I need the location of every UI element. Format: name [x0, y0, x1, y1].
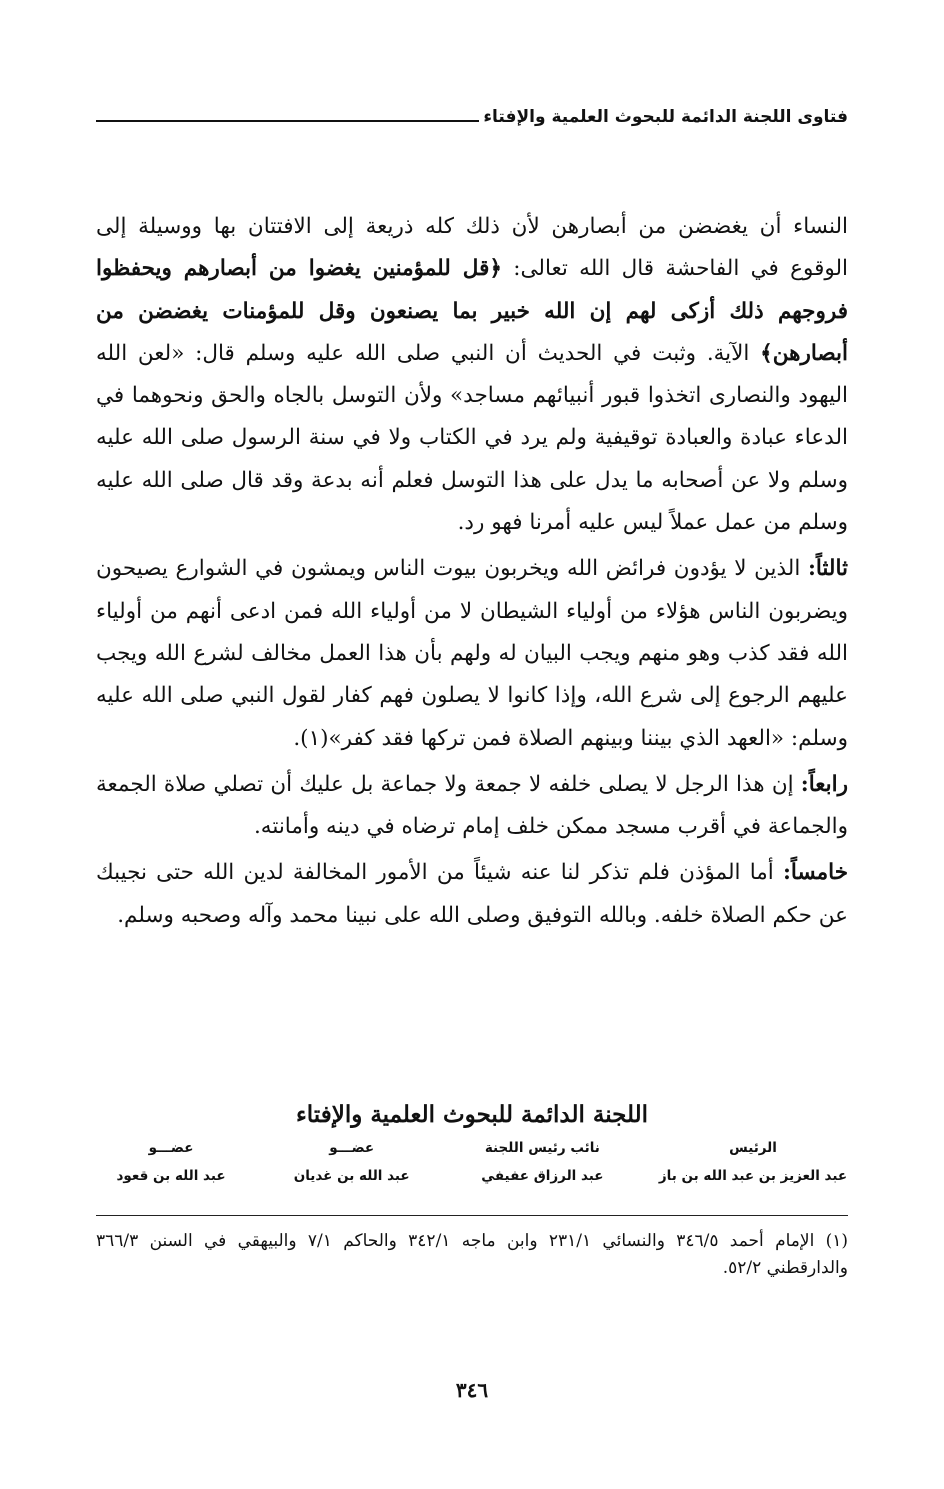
- fifth-point-label: خامساً:: [782, 860, 848, 886]
- fourth-point-text: إن هذا الرجل لا يصلى خلفه لا جمعة ولا جماعة بل عليك أن تصلي صلاة الجمعة والجماعة في أقرب مسجد ممكن خلف إمام ترضاه في دينه وأمانته.: [96, 771, 848, 840]
- signatory-member-2: [96, 1140, 246, 1184]
- main-text: [96, 206, 848, 937]
- signatory-name: عبد الرزاق عفيفي: [481, 1168, 604, 1184]
- footnote: (١) الإمام أحمد ٣٤٦/٥ والنسائي ٢٣١/١ وابن ماجه ٣٤٢/١ والحاكم ٧/١ والبيهقي في السنن ٣٦٦/٣ والدارقطني ٥٢/٢.: [96, 1231, 849, 1278]
- paragraph-1-text-a: النساء أن يغضضن من أبصارهن لأن ذلك كله ذريعة إلى الافتتان بها ووسيلة إلى الوقوع في الفاحشة قال الله تعالى:: [96, 214, 848, 282]
- third-point-text: الذين لا يؤدون فرائض الله ويخربون بيوت الناس ويمشون في الشوارع يصيحون ويضربون الناس هؤلاء من أولياء الشيطان لا من أولياء الله فمن ادعى أنهم من أولياء الله فقد كذب وهو منهم ويجب البيان له ولهم بأن هذا العمل مخالف لشرع الله ويجب عليهم الرجوع إلى شرع الله، وإذا كانوا لا يصلون فهم كفار لقول النبي صلى الله عليه وسلم: «العهد الذي بيننا وبينهم الصلاة فمن تركها فقد كفر»(١).: [96, 556, 848, 751]
- signatory-member-1: [277, 1140, 427, 1184]
- signatory-role: عضـــو: [329, 1140, 375, 1156]
- paragraph-fifth: [96, 852, 848, 937]
- footnote-divider: [96, 1215, 848, 1216]
- running-header-title: فتاوى اللجنة الدائمة للبحوث العلمية والإفتاء: [483, 107, 848, 127]
- signatures-block: [96, 1140, 848, 1184]
- fourth-point-label: رابعاً:: [800, 771, 848, 797]
- third-point-label: ثالثاً:: [807, 556, 848, 582]
- fifth-point-text: أما المؤذن فلم تذكر لنا عنه شيئاً من الأمور المخالفة لدين الله حتى نجيبك عن حكم الصلاة خلفه. وبالله التوفيق وصلى الله على نبينا محمد وآله وصحبه وسلم.: [96, 860, 848, 928]
- page-number: ٣٤٦: [455, 1378, 489, 1402]
- paragraph-third: [96, 548, 848, 759]
- signatory-president: [658, 1140, 848, 1184]
- running-header-rule: [96, 120, 479, 122]
- running-header: [96, 88, 848, 128]
- paragraph-fourth: [96, 764, 848, 849]
- quran-verse: ﴿قل للمؤمنين يغضوا من أبصارهم ويحفظوا فروجهم ذلك أزكى لهم إن الله خبير بما يصنعون وقل للمؤمنات يغضضن من أبصارهن﴾: [96, 256, 848, 366]
- paragraph-1: [96, 206, 848, 544]
- signatory-role: عضـــو: [148, 1140, 194, 1156]
- signatory-name: عبد الله بن قعود: [116, 1168, 226, 1184]
- signatory-name: عبد العزيز بن عبد الله بن باز: [658, 1168, 848, 1184]
- signatory-name: عبد الله بن غديان: [293, 1168, 410, 1184]
- signatory-vice-president: [457, 1140, 627, 1184]
- committee-name: اللجنة الدائمة للبحوث العلمية والإفتاء: [295, 1101, 649, 1128]
- signatory-role: الرئيس: [729, 1140, 777, 1156]
- paragraph-1-text-b: الآية. وثبت في الحديث أن النبي صلى الله عليه وسلم قال: «لعن الله اليهود والنصارى اتخذوا قبور أنبيائهم مساجد» ولأن التوسل بالجاه والحق ونحوهما في الدعاء عبادة والعبادة توقيفية ولم يرد في الكتاب ولا في سنة الرسول صلى الله عليه وسلم ولا عن أصحابه ما يدل على هذا التوسل فعلم أنه بدعة وقد قال صلى الله عليه وسلم من عمل عملاً ليس عليه أمرنا فهو رد.: [96, 340, 848, 536]
- signatory-role: نائب رئيس اللجنة: [484, 1140, 600, 1156]
